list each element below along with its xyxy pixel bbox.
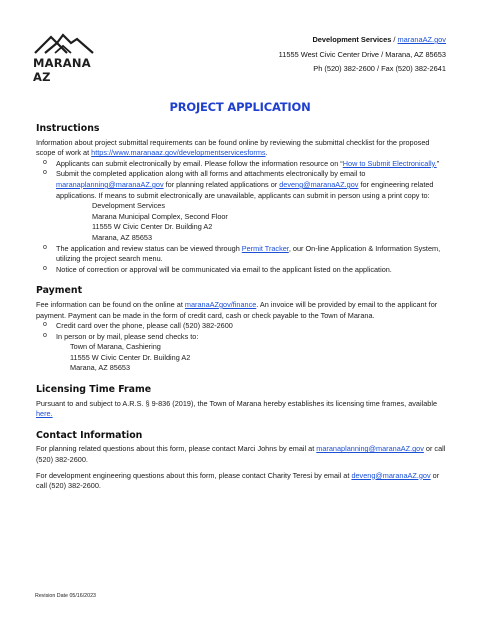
p2-end: or call (520) 382-2600. xyxy=(36,470,440,491)
revision-date: Revision Date 05/16/2023 xyxy=(35,593,96,599)
permit-tracker-link[interactable]: Permit Tracker xyxy=(241,243,289,253)
b1-end: ” xyxy=(436,158,440,168)
submit-address xyxy=(56,201,446,243)
planning-email-link[interactable]: maranaplanning@maranaAZ.gov xyxy=(56,179,164,189)
intro-end: . xyxy=(265,148,268,158)
licensing-body: Pursuant to and subject to A.R.S. § 9-836 (2019), the Town of Marana hereby establishes its licensing time frames, available xyxy=(36,398,438,408)
instructions-heading: Instructions xyxy=(36,123,100,134)
licensing-text xyxy=(36,399,446,420)
deveng-email-link[interactable]: deveng@maranaAZ.gov xyxy=(279,179,359,189)
payment-text xyxy=(36,300,446,321)
contact-planning xyxy=(36,444,446,465)
payment-list xyxy=(36,321,446,374)
address-line: 11555 W Civic Center Dr. Building A2 xyxy=(70,352,191,362)
list-item xyxy=(36,159,446,170)
p1-end: or call (520) 382-2600. xyxy=(36,444,446,465)
contact-heading: Contact Information xyxy=(36,429,143,441)
instructions-intro xyxy=(36,138,446,159)
planning-email-link[interactable]: maranaplanning@maranaAZ.gov xyxy=(316,444,424,454)
b1-text: Applicants can submit electronically by email. Please follow the information resource on “ xyxy=(56,158,343,168)
contact-header xyxy=(279,33,446,77)
b2-text2: for planning related applications or xyxy=(163,179,280,189)
list-item: o Credit card over the phone, please call (520) 382-2600 xyxy=(36,321,446,332)
address-line: Marana Municipal Complex, Second Floor xyxy=(92,211,228,221)
licensing-here-link[interactable]: here. xyxy=(36,409,53,419)
b2-text: In person or by mail, please send checks to: xyxy=(56,331,199,341)
deveng-email-link[interactable]: deveng@maranaAZ.gov xyxy=(351,470,431,480)
address: 11555 West Civic Center Drive / Marana, AZ 85653 xyxy=(278,49,446,59)
b3-text1: The application and review status can be viewed through xyxy=(56,243,242,253)
page-title: PROJECT APPLICATION xyxy=(169,100,311,114)
address-line: Marana, AZ 85653 xyxy=(70,363,131,373)
instructions-list xyxy=(36,159,446,276)
p1-text: For planning related questions about this form, please contact Marci Johns by email at xyxy=(36,444,317,454)
document-body xyxy=(36,124,446,492)
list-item xyxy=(36,169,446,243)
cashiering-address xyxy=(56,342,446,374)
p2-text: For development engineering questions about this form, please contact Charity Teresi by email at xyxy=(36,470,352,480)
b3-text2: , our On-line Application & Information System, utilizing the project search menu. xyxy=(56,243,441,264)
phone-fax: Ph (520) 382-2600 / Fax (520) 382-2641 xyxy=(313,64,446,73)
b2-text3: for engineering related applications. If means to submit electronically are unavailable, applicants can submit in person using a print copy to: xyxy=(56,179,434,200)
contact-engineering xyxy=(36,471,446,492)
licensing-heading: Licensing Time Frame xyxy=(36,384,152,396)
address-line: 11555 W Civic Center Dr. Building A2 xyxy=(92,222,213,232)
marana-logo xyxy=(33,33,99,84)
intro-text: Information about project submittal requirements can be found online by reviewing the submittal checklist for the proposed scope of work at xyxy=(36,137,430,158)
address-line: Marana, AZ 85653 xyxy=(92,232,153,242)
payment-text2: . An invoice will be provided by email to the applicant for payment. Payment can be made in the form of credit card, cash or check payable to the Town of Marana. xyxy=(36,299,438,320)
address-line: Town of Marana, Cashiering xyxy=(70,342,161,352)
list-item: o Notice of correction or approval will be communicated via email to the applicant listed on the application. xyxy=(36,265,446,276)
list-item xyxy=(36,332,446,374)
how-to-submit-link[interactable]: How to Submit Electronically. xyxy=(342,158,437,168)
b2-text1: Submit the completed application along with all forms and attachments electronically by email to xyxy=(56,169,366,179)
site-link[interactable]: maranaAZ.gov xyxy=(397,35,446,44)
logo-wordmark: MARANA AZ xyxy=(33,56,91,84)
separator: / xyxy=(391,35,398,44)
mountains-logo-icon xyxy=(33,33,95,55)
payment-heading: Payment xyxy=(36,285,83,297)
list-item xyxy=(36,244,446,265)
dept-name: Development Services xyxy=(312,35,392,44)
finance-link[interactable]: maranaAZgov/finance xyxy=(184,299,257,309)
forms-link[interactable]: https://www.maranaaz.gov/developmentservicesforms xyxy=(91,148,266,158)
payment-text1: Fee information can be found on the online at xyxy=(36,299,185,309)
address-line: Development Services xyxy=(92,201,166,211)
